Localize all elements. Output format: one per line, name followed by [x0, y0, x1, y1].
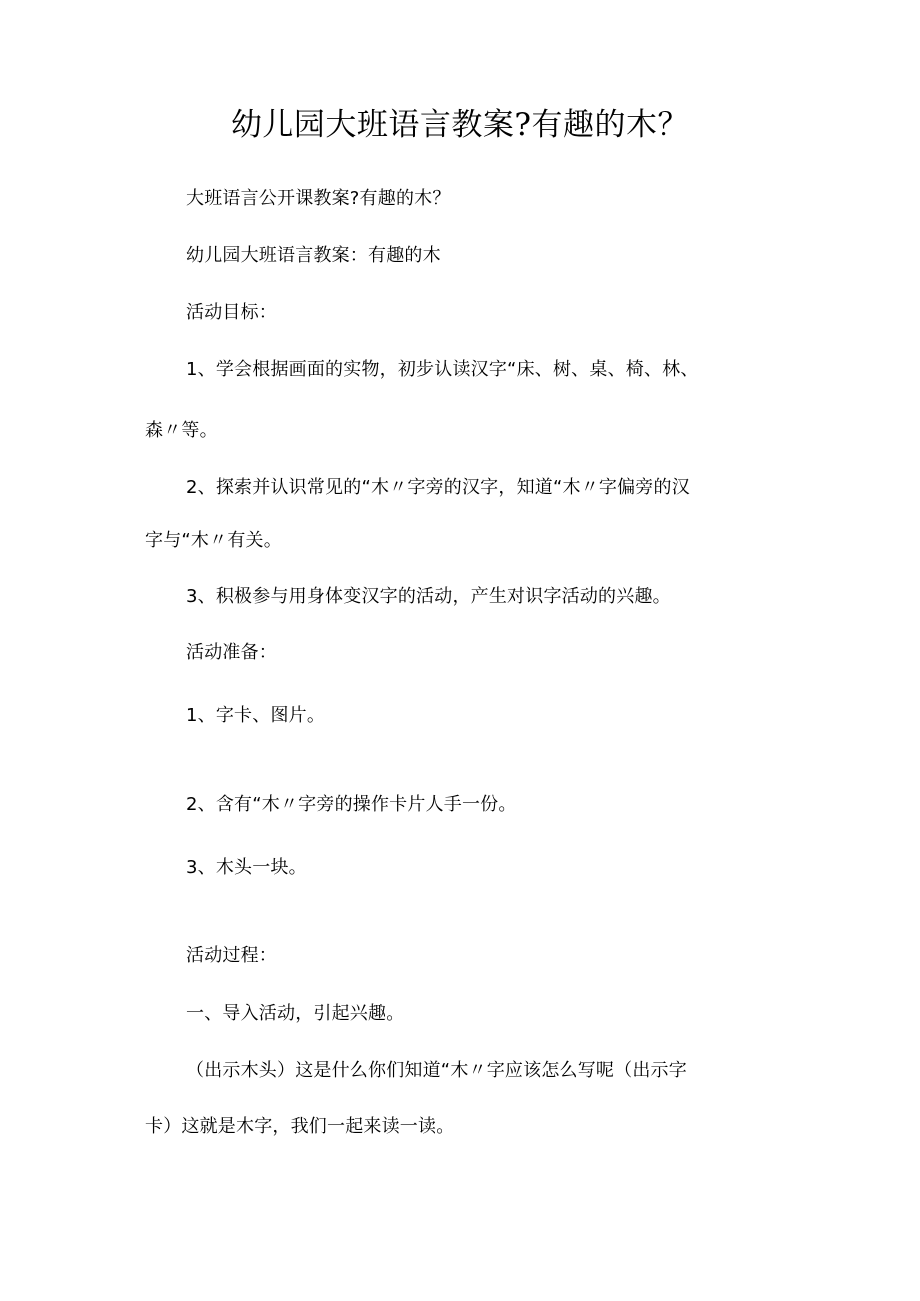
process-label: 活动过程： [186, 945, 277, 966]
subtitle: 大班语言公开课教案?有趣的木？ [186, 188, 451, 209]
heading: 幼儿园大班语言教案：有趣的木 [186, 245, 441, 266]
goal-2-line-2: 字与“木〃有关。 [145, 530, 282, 551]
goal-2-line-1: 2、探索并认识常见的“木〃字旁的汉字，知道“木〃字偏旁的汉 [186, 477, 690, 498]
document-title: 幼儿园大班语言教案?有趣的木？ [230, 107, 690, 143]
process-step-1-text-line-2: 卡）这就是木字，我们一起来读一读。 [145, 1116, 455, 1137]
prep-label: 活动准备： [186, 642, 277, 663]
goal-1-line-2: 森〃等。 [145, 420, 218, 441]
process-step-1: 一、导入活动，引起兴趣。 [186, 1003, 405, 1024]
process-step-1-text-line-1: （出示木头）这是什么你们知道“木〃字应该怎么写呢（出示字 [186, 1060, 687, 1081]
goals-label: 活动目标： [186, 302, 277, 323]
prep-item-2: 2、含有“木〃字旁的操作卡片人手一份。 [186, 794, 517, 815]
prep-item-1: 1、字卡、图片。 [186, 705, 326, 726]
goal-1-line-1: 1、学会根据画面的实物，初步认读汉字“床、树、桌、椅、林、 [186, 359, 699, 380]
goal-3: 3、积极参与用身体变汉字的活动，产生对识字活动的兴趣。 [186, 586, 671, 607]
prep-item-3: 3、木头一块。 [186, 857, 307, 878]
